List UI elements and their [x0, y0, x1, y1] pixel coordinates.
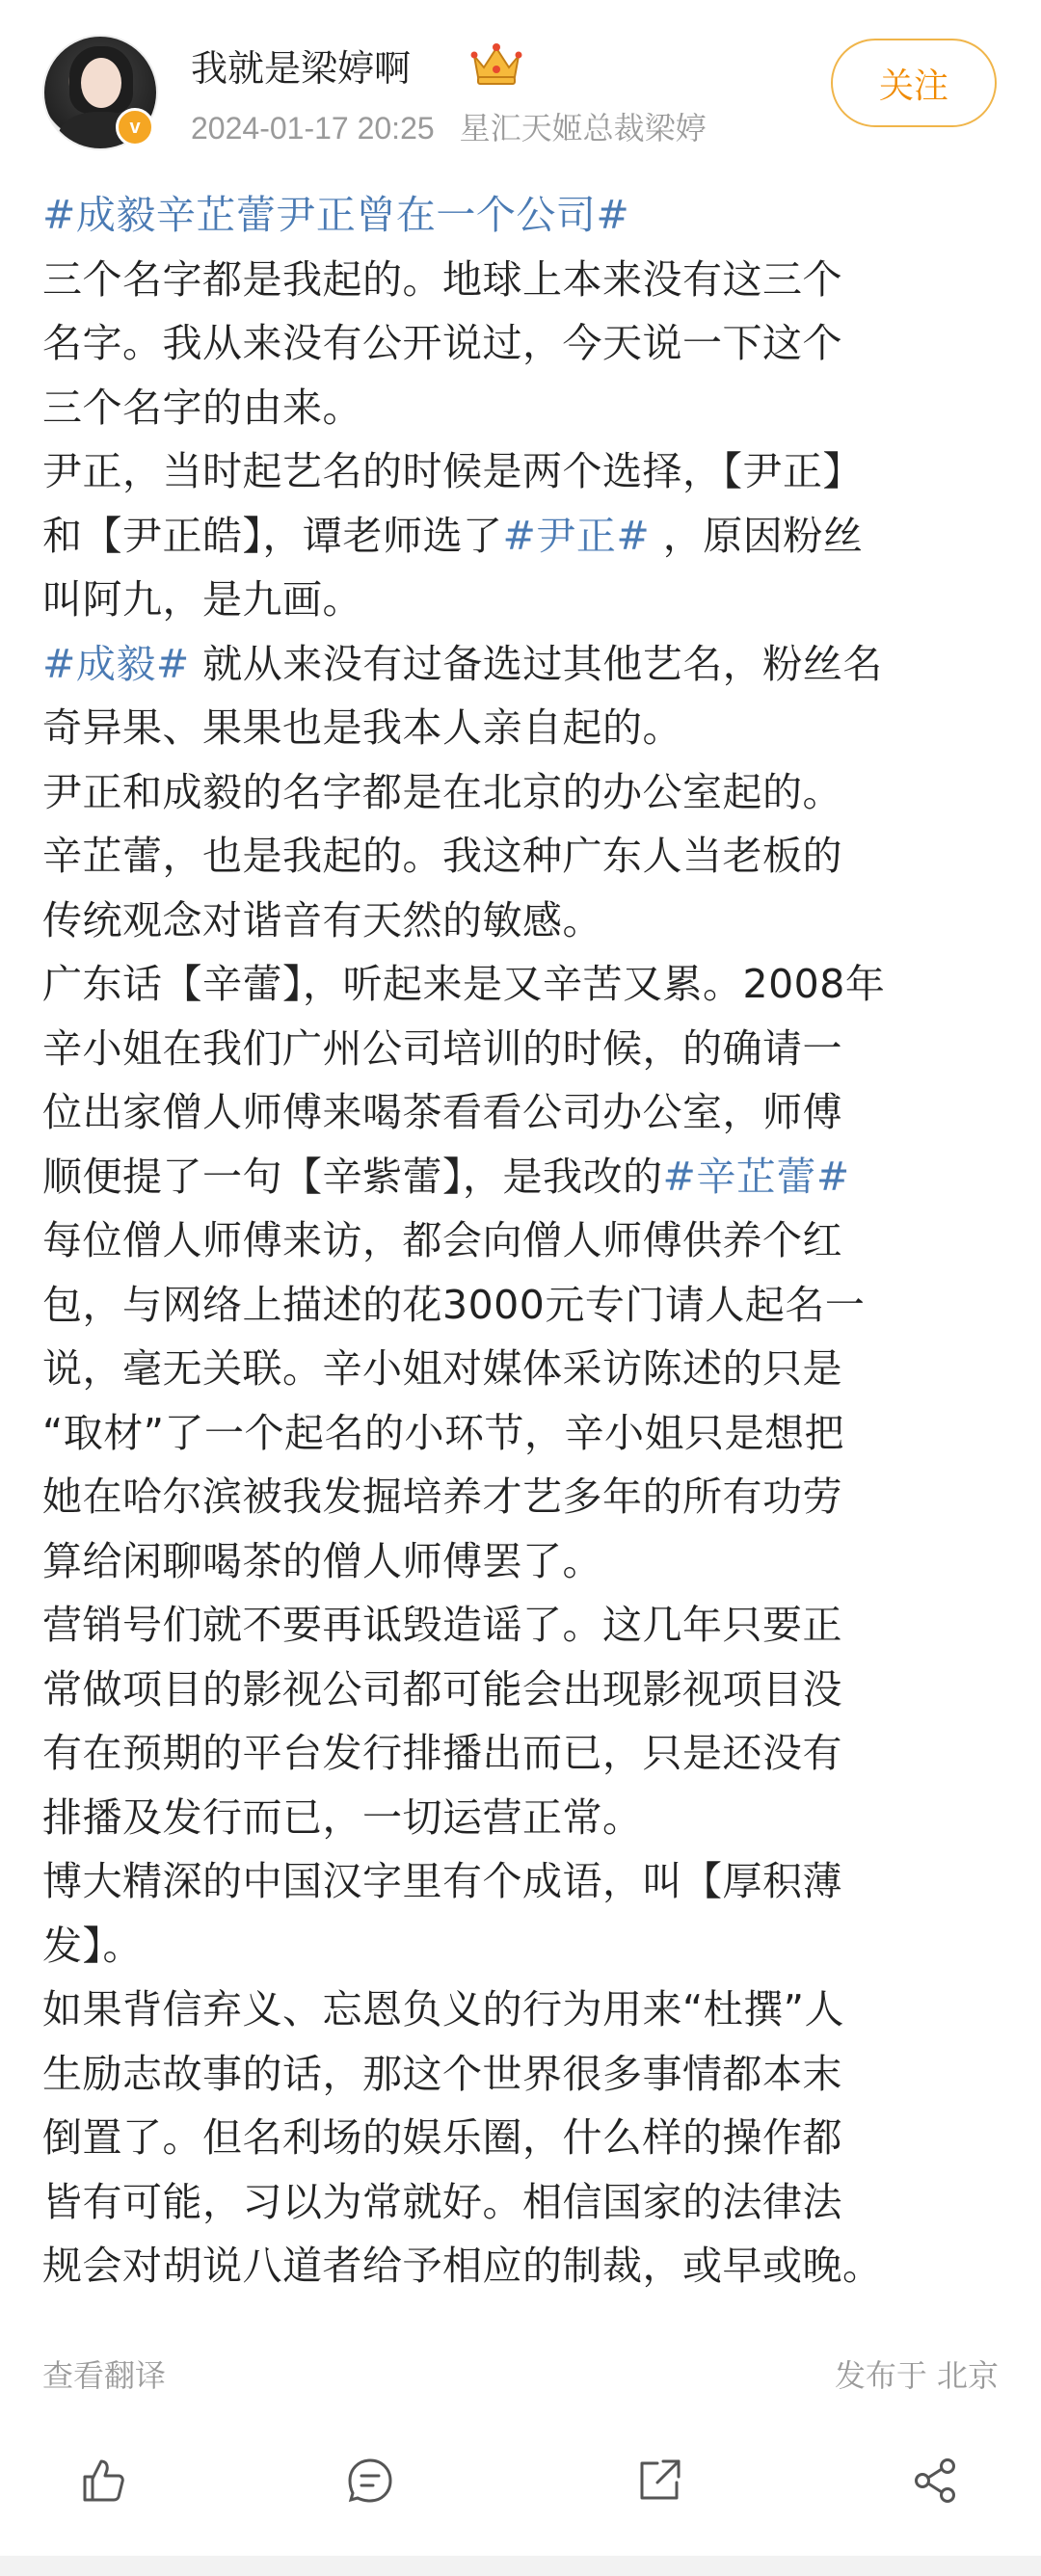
like-button[interactable] — [56, 2434, 148, 2527]
post-date: 2024-01-17 20:25 — [191, 111, 435, 146]
follow-button[interactable]: 关注 — [831, 39, 997, 127]
thumbs-up-icon — [77, 2456, 127, 2506]
post-text: 辛小姐在我们广州公司培训的时候，的确请一 — [42, 1024, 842, 1072]
post-header — [0, 0, 1041, 164]
post-line — [42, 248, 1006, 312]
post-line — [42, 1529, 1006, 1594]
post-location: 发布于 北京 — [834, 2357, 999, 2394]
post-text: 和【尹正皓】，谭老师选了 — [42, 512, 503, 559]
post-line — [42, 1658, 1006, 1722]
post-line — [42, 2106, 1006, 2170]
verified-badge-icon: v — [116, 108, 154, 146]
action-bar — [0, 2434, 1041, 2527]
post-body — [42, 183, 1006, 2298]
post-text: 包，与网络上描述的花3000元专门请人起名一 — [42, 1281, 866, 1328]
post-line — [42, 1337, 1006, 1401]
bottom-bar — [0, 2556, 1041, 2576]
post-text: 博大精深的中国汉字里有个成语，叫【厚积薄 — [42, 1858, 842, 1904]
post-line — [42, 2042, 1006, 2107]
post-line — [42, 2234, 1006, 2298]
post-line — [42, 696, 1006, 760]
post-text: 如果背信弃义、忘恩负义的行为用来“杜撰”人 — [42, 1986, 844, 2032]
post-meta — [191, 104, 707, 148]
post-line — [42, 1017, 1006, 1081]
post-text: ，原因粉丝 — [650, 512, 864, 559]
post-line — [42, 1978, 1006, 2042]
post-line — [42, 1593, 1006, 1658]
post-text: 名字。我从来没有公开说过，今天说一下这个 — [42, 320, 842, 366]
post-line — [42, 1273, 1006, 1338]
post-text: 三个名字的由来。 — [42, 384, 362, 431]
post-line — [42, 439, 1006, 504]
post-line — [42, 2170, 1006, 2235]
post-text: 位出家僧人师傅来喝茶看看公司办公室，师傅 — [42, 1089, 842, 1135]
post-text: 说，毫无关联。辛小姐对媒体采访陈述的只是 — [42, 1345, 842, 1392]
post-text: 奇异果、果果也是我本人亲自起的。 — [42, 704, 682, 751]
post-line — [42, 1145, 1006, 1209]
post-text: 有在预期的平台发行排播出而已，只是还没有 — [42, 1730, 842, 1776]
hashtag-link[interactable]: #尹正# — [502, 512, 651, 559]
post-text: 每位僧人师傅来访，都会向僧人师傅供养个红 — [42, 1217, 842, 1263]
post-line — [42, 824, 1006, 889]
post-text: 三个名字都是我起的。地球上本来没有这三个 — [42, 255, 842, 303]
more-share-button[interactable] — [889, 2434, 981, 2527]
post-source: 星汇天姬总裁梁婷 — [459, 110, 707, 146]
post-line — [42, 1401, 1006, 1466]
post-text: 营销号们就不要再诋毁造谣了。这几年只要正 — [42, 1602, 842, 1648]
post-line — [42, 1208, 1006, 1273]
post-text: 发】。 — [42, 1922, 143, 1969]
post-text: “取材”了一个起名的小环节，辛小姐只是想把 — [42, 1409, 844, 1456]
comment-icon — [345, 2456, 395, 2506]
post-text: 辛芷蕾，也是我起的。我这种广东人当老板的 — [42, 833, 842, 879]
crown-icon — [468, 39, 524, 87]
post-text: 尹正和成毅的名字都是在北京的办公室起的。 — [42, 768, 842, 815]
post-line — [42, 1080, 1006, 1145]
avatar-face — [81, 58, 121, 108]
hashtag-link[interactable]: #成毅辛芷蕾尹正曾在一个公司# — [42, 192, 630, 238]
username[interactable]: 我就是梁婷啊 — [191, 47, 412, 90]
post-line — [42, 1465, 1006, 1529]
post-text: 叫阿九，是九画。 — [42, 576, 362, 623]
post-line — [42, 1849, 1006, 1914]
post-line — [42, 504, 1006, 569]
hashtag-link[interactable]: #辛芷蕾# — [662, 1153, 850, 1200]
post-text: 倒置了。但名利场的娱乐圈，什么样的操作都 — [42, 2114, 842, 2161]
post-line — [42, 568, 1006, 632]
post-text: 算给闲聊喝茶的僧人师傅罢了。 — [42, 1537, 602, 1584]
repost-button[interactable] — [613, 2434, 706, 2527]
post-text: 她在哈尔滨被我发掘培养才艺多年的所有功劳 — [42, 1474, 842, 1520]
post-line — [42, 311, 1006, 376]
post-text: 排播及发行而已，一切运营正常。 — [42, 1793, 643, 1841]
post-text: 就从来没有过备选过其他艺名，粉丝名 — [189, 640, 883, 687]
more-share-icon — [910, 2456, 960, 2506]
post-line — [42, 1721, 1006, 1786]
post-line — [42, 183, 1006, 248]
share-icon — [634, 2456, 684, 2506]
hashtag-link[interactable]: #成毅# — [42, 640, 190, 687]
post-line — [42, 889, 1006, 953]
post-line — [42, 632, 1006, 697]
comment-button[interactable] — [324, 2434, 416, 2527]
post-footer — [42, 2351, 999, 2400]
post-text: 皆有可能，习以为常就好。相信国家的法律法 — [42, 2178, 842, 2225]
post-line — [42, 376, 1006, 440]
post-line — [42, 952, 1006, 1017]
post-text: 广东话【辛蕾】，听起来是又辛苦又累。2008年 — [42, 961, 886, 1007]
translate-link[interactable]: 查看翻译 — [42, 2357, 167, 2394]
post-text: 生励志故事的话，那这个世界很多事情都本末 — [42, 2050, 842, 2097]
post-text: 规会对胡说八道者给予相应的制裁，或早或晚。 — [42, 2243, 883, 2289]
post-line — [42, 1914, 1006, 1978]
post-text: 尹正，当时起艺名的时候是两个选择，【尹正】 — [42, 448, 863, 494]
post-text: 常做项目的影视公司都可能会出现影视项目没 — [42, 1665, 842, 1713]
post-text: 传统观念对谐音有天然的敏感。 — [42, 896, 602, 943]
post-line — [42, 1786, 1006, 1850]
post-text: 顺便提了一句【辛紫蕾】，是我改的 — [42, 1153, 663, 1200]
post-line — [42, 760, 1006, 825]
